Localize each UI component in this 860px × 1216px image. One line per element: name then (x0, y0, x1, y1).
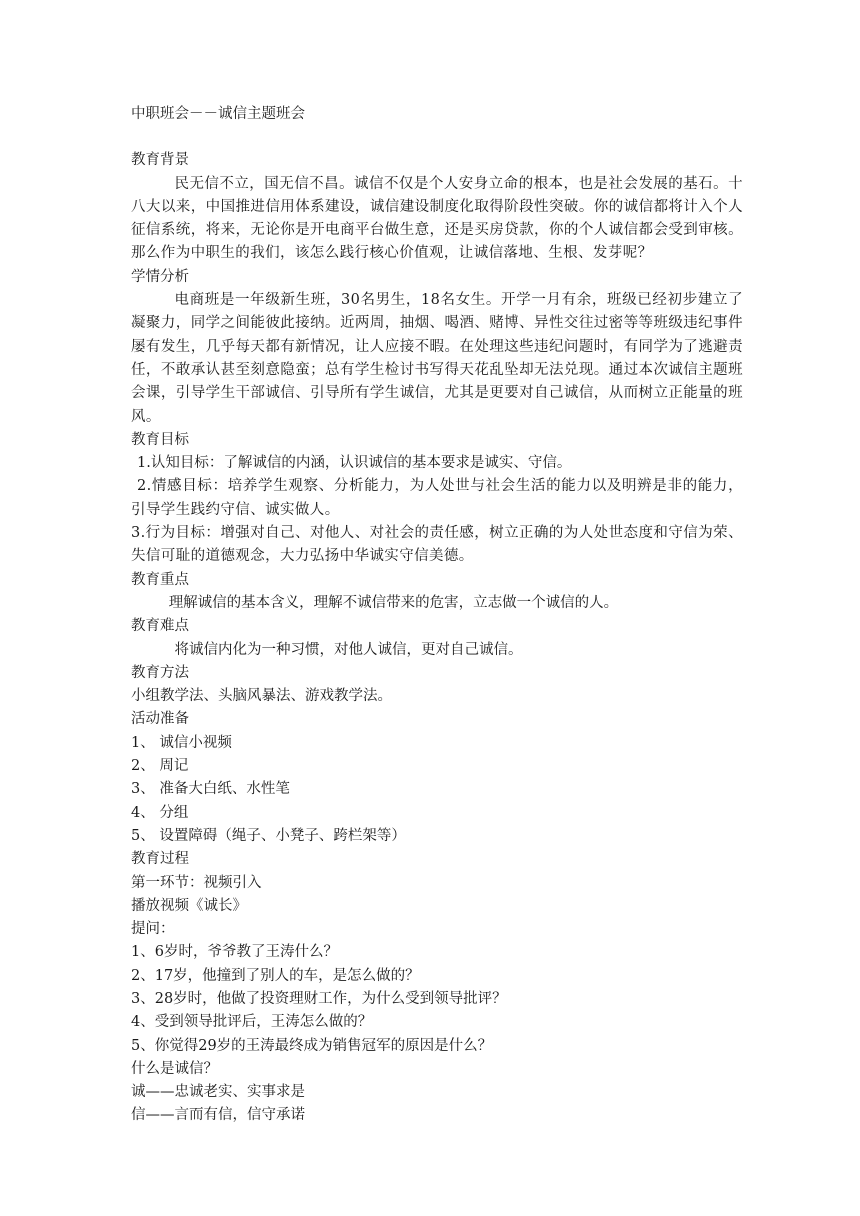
prep-item: 5、 设置障碍（绳子、小凳子、跨栏架等） (131, 827, 406, 844)
goal-item-behavioral: 3.行为目标：增强对自己、对他人、对社会的责任感，树立正确的为人处世态度和守信为荣、失信可耻的道德观念，大力弘扬中华诚实守信美德。 (131, 525, 743, 565)
question-item: 2、17岁，他撞到了别人的车，是怎么做的？ (131, 967, 420, 984)
definition-cheng: 诚——忠诚老实、实事求是 (131, 1084, 305, 1101)
section-heading-analysis: 学情分析 (131, 268, 189, 285)
prep-item: 4、 分组 (131, 804, 189, 821)
step-one-heading: 第一环节：视频引入 (131, 874, 262, 891)
section-heading-process: 教育过程 (131, 851, 189, 868)
prep-item: 1、 诚信小视频 (131, 734, 232, 751)
prep-item: 3、 准备大白纸、水性笔 (131, 781, 290, 798)
document-body (131, 103, 743, 1128)
question-item: 4、受到领导批评后，王涛怎么做的？ (131, 1014, 373, 1031)
question-item: 1、6岁时，爷爷教了王涛什么？ (131, 944, 338, 961)
what-is-integrity: 什么是诚信？ (131, 1060, 218, 1077)
section-heading-preparation: 活动准备 (131, 711, 189, 728)
analysis-paragraph: 电商班是一年级新生班，30名男生，18名女生。开学一月有余，班级已经初步建立了凝聚力，同学之间能彼此接纳。近两周，抽烟、喝酒、赌博、异性交往过密等等班级违纪事件屡有发生，几乎每天都有新情况，让人应接不暇。在处理这些违纪问题时，有同学为了逃避责任，不敢承认甚至刻意隐蛮；总有学生检讨书写得天花乱坠却无法兑现。通过本次诚信主题班会课，引导学生干部诚信、引导所有学生诚信，尤其是更要对自己诚信，从而树立正能量的班风。 (131, 292, 743, 425)
goal-item-cognitive: 1.认知目标：了解诚信的内涵，认识诚信的基本要求是诚实、守信。 (137, 455, 572, 472)
definition-xin: 信——言而有信，信守承诺 (131, 1107, 305, 1124)
prep-item: 2、 周记 (131, 758, 189, 775)
question-item: 5、你觉得29岁的王涛最终成为销售冠军的原因是什么？ (131, 1037, 493, 1054)
difficulty-text: 将诚信内化为一种习惯，对他人诚信，更对自己诚信。 (174, 641, 523, 658)
section-heading-key-point: 教育重点 (131, 571, 189, 588)
key-point-text: 理解诚信的基本含义，理解不诚信带来的危害，立志做一个诚信的人。 (168, 594, 619, 611)
document-title: 中职班会－－诚信主题班会 (131, 106, 305, 122)
question-item: 3、28岁时，他做了投资理财工作，为什么受到领导批评？ (131, 990, 507, 1007)
section-heading-difficulty: 教育难点 (131, 618, 189, 635)
section-heading-background: 教育背景 (131, 152, 189, 169)
section-heading-goals: 教育目标 (131, 431, 189, 448)
method-text: 小组教学法、头脑风暴法、游戏教学法。 (131, 688, 392, 705)
background-paragraph: 民无信不立，国无信不昌。诚信不仅是个人安身立命的根本，也是社会发展的基石。十八大以来，中国推进信用体系建设，诚信建设制度化取得阶段性突破。你的诚信都将计入个人征信系统，将来，无论你是开电商平台做生意，还是买房贷款，你的个人诚信都会受到审核。那么作为中职生的我们，该怎么践行核心价值观，让诚信落地、生根、发芽呢？ (131, 175, 743, 262)
questions-label: 提问： (131, 921, 175, 938)
section-heading-method: 教育方法 (131, 664, 189, 681)
play-video-text: 播放视频《诚长》 (131, 897, 247, 914)
goal-item-emotional: 2.情感目标：培养学生观察、分析能力，为人处世与社会生活的能力以及明辨是非的能力，引导学生践约守信、诚实做人。 (131, 478, 743, 518)
